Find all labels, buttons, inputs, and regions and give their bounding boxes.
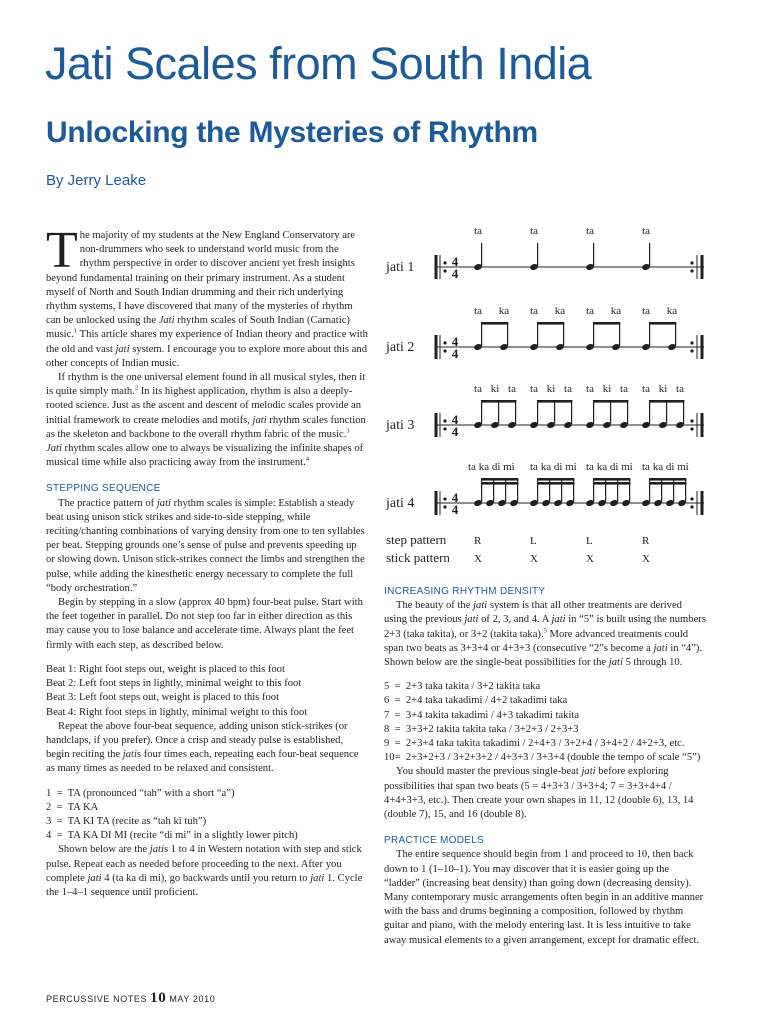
stick-value: X bbox=[474, 553, 482, 565]
repeat-dot bbox=[690, 427, 693, 430]
syllable-label: ka bbox=[498, 305, 510, 317]
section-heading-density: INCREASING RHYTHM DENSITY bbox=[384, 586, 546, 597]
list-item: 3 = TA KI TA (recite as “tah ki tuh”) bbox=[46, 815, 207, 827]
list-item: Beat 3: Left foot steps out, weight is placed to this foot bbox=[46, 692, 280, 704]
jati-label: jati 1 bbox=[386, 260, 415, 275]
right-column bbox=[384, 585, 707, 948]
step-value: R bbox=[642, 535, 650, 547]
article-title: Jati Scales from South India bbox=[45, 38, 592, 89]
stick-pattern-label: stick pattern bbox=[386, 550, 450, 565]
density-paragraph-1: The beauty of the jati system is that all other treatments are derived using the previous jati of 2, 3, and 4. A jati in “5” is built using the numbers 2+3 (taka takita), or 3+2 (takita taka).$^5$ More advanced treatments could span two beats as 3+3+4 or 4+3+3 (consecutive “2”s become a jati in “4”). Shown below are the single-beat possibilities for the jati 5 through 10. bbox=[384, 600, 706, 669]
stick-value: X bbox=[586, 553, 594, 565]
repeat-dot bbox=[443, 261, 446, 264]
byline: By Jerry Leake bbox=[46, 172, 147, 189]
note-beam bbox=[537, 400, 572, 403]
repeat-dot bbox=[690, 497, 693, 500]
syllable-label: ta bbox=[474, 305, 482, 317]
list-item: 6 = 2+4 taka takadimi / 4+2 takadimi taka bbox=[384, 695, 568, 707]
note-beam bbox=[481, 400, 516, 403]
note-beam bbox=[481, 482, 518, 485]
syllable-label: ta bbox=[474, 383, 482, 395]
left-column bbox=[46, 222, 368, 900]
list-item: 4 = TA KA DI MI (recite “di mi” in a slightly lower pitch) bbox=[46, 830, 298, 842]
list-item: 5 = 2+3 taka takita / 3+2 takita taka bbox=[384, 681, 541, 693]
repeat-dot bbox=[443, 419, 446, 422]
step-value: L bbox=[530, 535, 537, 547]
syllable-label: ta bbox=[564, 383, 572, 395]
time-signature-bottom: 4 bbox=[451, 346, 459, 361]
time-signature-top: 4 bbox=[451, 412, 459, 427]
syllable-label: ta ka di mi bbox=[530, 461, 577, 473]
syllable-label: ta bbox=[586, 225, 594, 237]
syllable-label: ta bbox=[530, 383, 538, 395]
step-value: R bbox=[474, 535, 482, 547]
repeat-dot bbox=[690, 419, 693, 422]
stick-value: X bbox=[530, 553, 538, 565]
syllable-list bbox=[46, 787, 368, 844]
jati-notation-figure bbox=[384, 222, 724, 578]
syllable-label: ta bbox=[530, 305, 538, 317]
syllable-label: ta bbox=[620, 383, 628, 395]
density-paragraph-2: You should master the previous single-beat jati before exploring possibilities that span two beats (5 = 4+3+3 / 3+3+4; 7 = 3+3+4+4 / 4+4+3+3, etc.). Then create your own shapes in 11, 12 (double 6), 13, 14 (double 7), 15, and 16 (double 8). bbox=[384, 766, 694, 821]
stepping-paragraph-1: The practice pattern of jati rhythm scales is simple: Establish a steady beat using unison stick strikes and side-to-side stepping, while reciting/chanting combinations of varying density from one to ten syllables per beat. Stepping grounds one’s sense of pulse and prevents speeding up or slowing down. Unison stick-strikes connect the limbs and strengthen the pulse, while adding the kinesthetic energy necessary to complete the full “body orchestration.” bbox=[46, 497, 365, 594]
repeat-dot bbox=[443, 349, 446, 352]
list-item: 1 = TA (pronounced “tah” with a short “a”) bbox=[46, 787, 235, 799]
rhythm-notation bbox=[384, 222, 724, 578]
list-item: 7 = 3+4 takita takadimi / 4+3 takadimi takita bbox=[384, 709, 580, 721]
jati-label: jati 3 bbox=[386, 418, 415, 433]
magazine-name: PERCUSSIVE NOTES bbox=[46, 994, 148, 1004]
intro-paragraph-2: If rhythm is the one universal element found in all musical styles, then it is quite simply math.$^2$ In its highest application, rhythm is also a deeply-rooted science. Just as the ascent and descent of melodic scales provide an initial framework to create melodies and motifs, jati rhythm scales function as the skeleton and backbone to the overall rhythm fabric of the music.$^3$ Jati rhythm scales allow one to always be visualizing the infinite shapes of musical time while also practicing away from the instrument.$^4$ bbox=[46, 372, 366, 469]
repeat-dot bbox=[690, 269, 693, 272]
syllable-label: ta bbox=[676, 383, 684, 395]
note-beam bbox=[593, 400, 628, 403]
step-value: L bbox=[586, 535, 593, 547]
issue-date: MAY 2010 bbox=[169, 994, 216, 1004]
note-beam bbox=[481, 322, 508, 325]
practice-paragraph-1: The entire sequence should begin from 1 and proceed to 10, then back down to 1 (1–10–1). You may discover that it is easier going up the “ladder” (increasing beat density) than going down (decreasing density). Many contemporary music arrangements often begin in an additive manner with the bass and drums beginning a composition, followed by rhythm guitar and piano, with the melody entering last. It is less intuitive to take away musical elements to a given arrangement, except for dramatic effect. bbox=[384, 849, 704, 946]
syllable-label: ki bbox=[602, 383, 612, 395]
note-beam bbox=[537, 478, 574, 481]
jati-label: jati 4 bbox=[386, 496, 415, 511]
section-heading-practice: PRACTICE MODELS bbox=[384, 835, 485, 847]
list-item: Beat 2: Left foot steps in lightly, minimal weight to this foot bbox=[46, 678, 302, 690]
page-number: 10 bbox=[150, 990, 167, 1006]
syllable-label: ta bbox=[642, 383, 650, 395]
article-subtitle: Unlocking the Mysteries of Rhythm bbox=[46, 116, 538, 149]
repeat-dot bbox=[443, 505, 446, 508]
note-beam bbox=[649, 322, 676, 325]
list-item: 9 = 2+3+4 taka takita takadimi / 2+4+3 / 3+2+4 / 3+4+2 / 4+2+3, etc. bbox=[384, 738, 685, 750]
syllable-label: ka bbox=[610, 305, 622, 317]
note-beam bbox=[537, 322, 564, 325]
syllable-label: ta bbox=[642, 225, 650, 237]
note-beam bbox=[649, 478, 686, 481]
stepping-paragraph-3: Repeat the above four-beat sequence, adding unison stick-strikes (or handclaps, if you prefer). Once a crisp and steady pulse is established, begin reciting the jatis four times each, repeating each four-beat sequence as many times as needed to be relaxed and consistent. bbox=[46, 720, 359, 775]
syllable-label: ta bbox=[642, 305, 650, 317]
syllable-label: ta ka di mi bbox=[642, 461, 689, 473]
repeat-dot bbox=[690, 261, 693, 264]
list-item: Beat 4: Right foot steps in lightly, minimal weight to this foot bbox=[46, 706, 308, 718]
repeat-dot bbox=[443, 269, 446, 272]
repeat-dot bbox=[443, 427, 446, 430]
stepping-paragraph-4: Shown below are the jatis 1 to 4 in Western notation with step and stick pulse. Repeat each as needed before proceeding to the next. After you complete jati 4 (ta ka di mi), go backwards until you return to jati 1. Cycle the 1–4–1 sequence until proficient. bbox=[46, 844, 363, 898]
drop-cap: T bbox=[46, 222, 78, 279]
density-list bbox=[384, 680, 707, 765]
beat-list bbox=[46, 663, 368, 720]
syllable-label: ki bbox=[546, 383, 556, 395]
syllable-label: ta ka di mi bbox=[468, 461, 515, 473]
list-item: 2 = TA KA bbox=[46, 801, 99, 813]
syllable-label: ta ka di mi bbox=[586, 461, 633, 473]
note-beam bbox=[593, 322, 620, 325]
syllable-label: ta bbox=[530, 225, 538, 237]
time-signature-top: 4 bbox=[451, 254, 459, 269]
note-beam bbox=[649, 482, 686, 485]
note-beam bbox=[649, 400, 684, 403]
syllable-label: ta bbox=[586, 383, 594, 395]
repeat-dot bbox=[443, 497, 446, 500]
syllable-label: ki bbox=[658, 383, 668, 395]
step-pattern-label: step pattern bbox=[386, 532, 447, 547]
repeat-dot bbox=[443, 341, 446, 344]
repeat-dot bbox=[690, 341, 693, 344]
time-signature-bottom: 4 bbox=[451, 266, 459, 281]
syllable-label: ki bbox=[490, 383, 500, 395]
time-signature-bottom: 4 bbox=[451, 424, 459, 439]
syllable-label: ta bbox=[474, 225, 482, 237]
list-item: 10= 2+3+2+3 / 3+2+3+2 / 4+3+3 / 3+3+4 (double the tempo of scale “5”) bbox=[384, 752, 701, 764]
syllable-label: ta bbox=[508, 383, 516, 395]
time-signature-top: 4 bbox=[451, 334, 459, 349]
note-beam bbox=[593, 482, 630, 485]
syllable-label: ka bbox=[666, 305, 678, 317]
jati-label: jati 2 bbox=[386, 340, 415, 355]
stick-value: X bbox=[642, 553, 650, 565]
note-beam bbox=[593, 478, 630, 481]
time-signature-bottom: 4 bbox=[451, 502, 459, 517]
repeat-dot bbox=[690, 349, 693, 352]
list-item: Beat 1: Right foot steps out, weight is placed to this foot bbox=[46, 663, 285, 675]
list-item: 8 = 3+3+2 takita takita taka / 3+2+3 / 2+3+3 bbox=[384, 723, 579, 735]
stepping-paragraph-2: Begin by stepping in a slow (approx 40 bpm) four-beat pulse. Start with the feet together in parallel. Do not step too far in either direction as this may cause you to lose balance and accelerate time. Always plant the feet firmly with each step, as described below. bbox=[46, 597, 363, 651]
note-beam bbox=[537, 482, 574, 485]
intro-paragraph-1: The majority of my students at the New England Conservatory are non-drummers who seek to understand world music from the rhythm perspective in order to discover ancient yet fresh insights beyond fundamental training on their primary instrument. As a student myself of North and South Indian drumming and their rich underlying rhythm systems, I have discovered that many of the mysteries of rhythm can be unlocked using the Jati rhythm scales of South Indian (Carnatic) music.$^1$ This article shares my experience of Indian theory and practice with the old and vast jati system. I encourage you to explore more about this and other concepts of Indian music. bbox=[46, 222, 368, 369]
syllable-label: ka bbox=[554, 305, 566, 317]
repeat-dot bbox=[690, 505, 693, 508]
note-beam bbox=[481, 478, 518, 481]
section-heading-stepping: STEPPING SEQUENCE bbox=[46, 483, 161, 495]
time-signature-top: 4 bbox=[451, 490, 459, 505]
syllable-label: ta bbox=[586, 305, 594, 317]
page-footer bbox=[46, 990, 215, 1007]
